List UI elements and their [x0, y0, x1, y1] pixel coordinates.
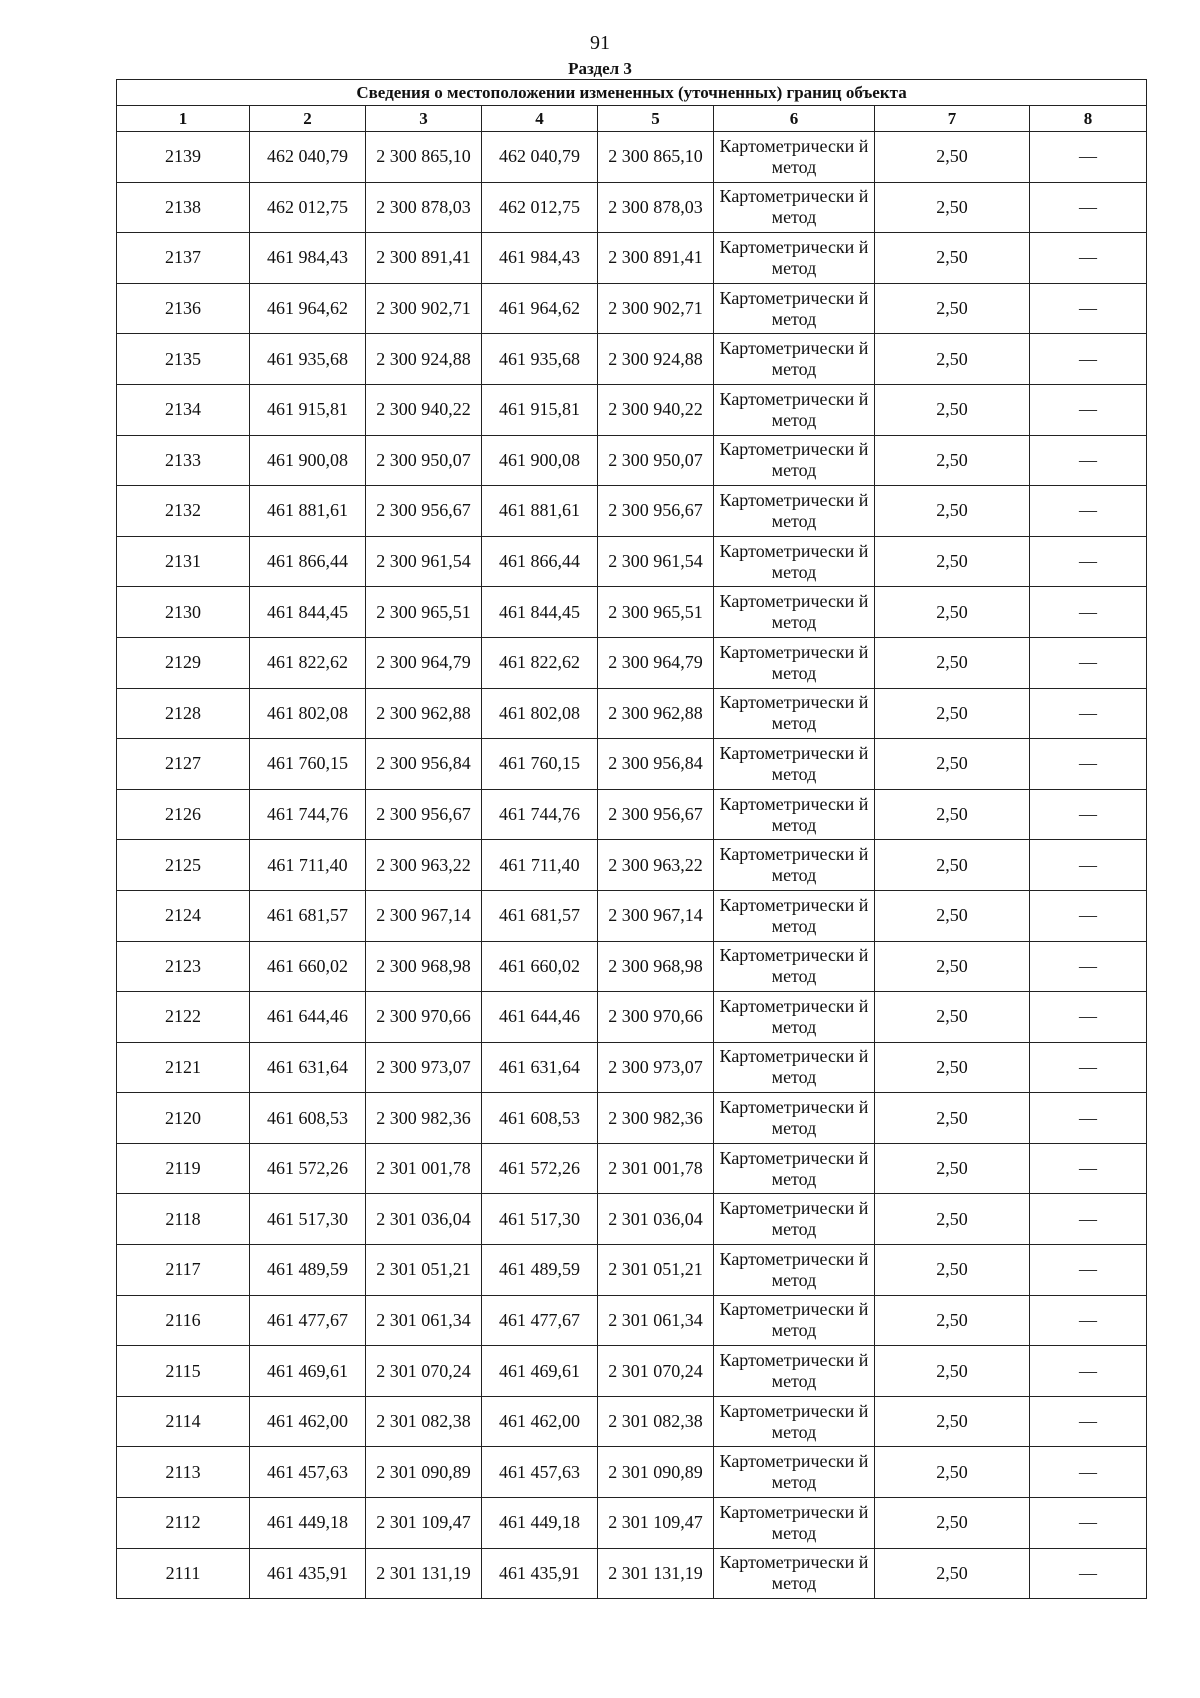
cell-description: —	[1030, 1447, 1147, 1498]
cell-precision: 2,50	[875, 435, 1030, 486]
cell-y-new: 2 300 924,88	[598, 334, 714, 385]
column-header-row	[117, 106, 1147, 132]
cell-method: Картометрически й метод	[714, 1447, 875, 1498]
cell-y-old: 2 300 878,03	[366, 182, 482, 233]
cell-method: Картометрически й метод	[714, 637, 875, 688]
cell-precision: 2,50	[875, 789, 1030, 840]
cell-point-number: 2119	[117, 1143, 250, 1194]
cell-description: —	[1030, 941, 1147, 992]
cell-x-new: 461 866,44	[482, 536, 598, 587]
cell-method: Картометрически й метод	[714, 1093, 875, 1144]
cell-y-new: 2 301 082,38	[598, 1396, 714, 1447]
cell-precision: 2,50	[875, 941, 1030, 992]
cell-x-old: 461 802,08	[250, 688, 366, 739]
cell-x-old: 461 660,02	[250, 941, 366, 992]
cell-point-number: 2134	[117, 384, 250, 435]
cell-point-number: 2118	[117, 1194, 250, 1245]
cell-x-new: 461 449,18	[482, 1498, 598, 1549]
cell-x-new: 461 572,26	[482, 1143, 598, 1194]
cell-description: —	[1030, 1346, 1147, 1397]
cell-point-number: 2116	[117, 1295, 250, 1346]
cell-point-number: 2126	[117, 789, 250, 840]
cell-x-old: 461 866,44	[250, 536, 366, 587]
cell-x-new: 461 631,64	[482, 1042, 598, 1093]
cell-point-number: 2120	[117, 1093, 250, 1144]
cell-y-old: 2 301 082,38	[366, 1396, 482, 1447]
cell-y-new: 2 300 963,22	[598, 840, 714, 891]
cell-point-number: 2125	[117, 840, 250, 891]
cell-y-new: 2 300 970,66	[598, 992, 714, 1043]
cell-precision: 2,50	[875, 587, 1030, 638]
table-row	[117, 1548, 1147, 1599]
table-row	[117, 435, 1147, 486]
cell-point-number: 2121	[117, 1042, 250, 1093]
cell-x-new: 461 760,15	[482, 739, 598, 790]
cell-y-old: 2 301 051,21	[366, 1245, 482, 1296]
cell-y-new: 2 300 950,07	[598, 435, 714, 486]
cell-y-new: 2 300 940,22	[598, 384, 714, 435]
cell-y-old: 2 301 131,19	[366, 1548, 482, 1599]
cell-x-old: 461 608,53	[250, 1093, 366, 1144]
cell-precision: 2,50	[875, 1245, 1030, 1296]
cell-x-old: 461 760,15	[250, 739, 366, 790]
cell-x-old: 461 517,30	[250, 1194, 366, 1245]
column-header: 7	[875, 106, 1030, 132]
cell-method: Картометрически й метод	[714, 283, 875, 334]
table-row	[117, 1447, 1147, 1498]
table-row	[117, 536, 1147, 587]
cell-precision: 2,50	[875, 1498, 1030, 1549]
cell-x-new: 461 935,68	[482, 334, 598, 385]
cell-x-old: 461 644,46	[250, 992, 366, 1043]
cell-method: Картометрически й метод	[714, 233, 875, 284]
cell-point-number: 2124	[117, 890, 250, 941]
cell-y-old: 2 300 956,84	[366, 739, 482, 790]
cell-y-old: 2 301 036,04	[366, 1194, 482, 1245]
cell-point-number: 2129	[117, 637, 250, 688]
cell-precision: 2,50	[875, 1093, 1030, 1144]
cell-x-old: 461 435,91	[250, 1548, 366, 1599]
cell-y-new: 2 301 001,78	[598, 1143, 714, 1194]
cell-precision: 2,50	[875, 1548, 1030, 1599]
cell-description: —	[1030, 840, 1147, 891]
table-row	[117, 1295, 1147, 1346]
cell-method: Картометрически й метод	[714, 739, 875, 790]
page-number: 91	[590, 32, 610, 54]
cell-x-old: 461 822,62	[250, 637, 366, 688]
cell-point-number: 2133	[117, 435, 250, 486]
cell-y-new: 2 301 061,34	[598, 1295, 714, 1346]
cell-description: —	[1030, 233, 1147, 284]
cell-description: —	[1030, 1295, 1147, 1346]
cell-precision: 2,50	[875, 1194, 1030, 1245]
cell-x-old: 461 881,61	[250, 486, 366, 537]
cell-x-new: 461 822,62	[482, 637, 598, 688]
cell-y-new: 2 300 964,79	[598, 637, 714, 688]
column-header: 1	[117, 106, 250, 132]
table-row	[117, 182, 1147, 233]
cell-x-new: 461 660,02	[482, 941, 598, 992]
cell-method: Картометрически й метод	[714, 1143, 875, 1194]
column-header: 3	[366, 106, 482, 132]
cell-method: Картометрически й метод	[714, 789, 875, 840]
cell-point-number: 2132	[117, 486, 250, 537]
cell-point-number: 2115	[117, 1346, 250, 1397]
cell-y-new: 2 300 968,98	[598, 941, 714, 992]
cell-x-old: 461 844,45	[250, 587, 366, 638]
cell-description: —	[1030, 1245, 1147, 1296]
table-row	[117, 587, 1147, 638]
cell-y-new: 2 300 878,03	[598, 182, 714, 233]
table-row	[117, 739, 1147, 790]
cell-y-old: 2 300 968,98	[366, 941, 482, 992]
cell-method: Картометрически й метод	[714, 840, 875, 891]
cell-x-old: 461 462,00	[250, 1396, 366, 1447]
table-title: Сведения о местоположении измененных (уточненных) границ объекта	[117, 80, 1147, 106]
cell-precision: 2,50	[875, 890, 1030, 941]
cell-precision: 2,50	[875, 536, 1030, 587]
cell-method: Картометрически й метод	[714, 1396, 875, 1447]
cell-point-number: 2131	[117, 536, 250, 587]
cell-y-old: 2 300 865,10	[366, 132, 482, 183]
boundary-table	[116, 79, 1147, 1599]
cell-precision: 2,50	[875, 283, 1030, 334]
cell-description: —	[1030, 435, 1147, 486]
cell-y-new: 2 301 109,47	[598, 1498, 714, 1549]
cell-x-new: 461 477,67	[482, 1295, 598, 1346]
cell-description: —	[1030, 1143, 1147, 1194]
cell-x-new: 461 900,08	[482, 435, 598, 486]
cell-y-new: 2 300 982,36	[598, 1093, 714, 1144]
cell-x-old: 461 489,59	[250, 1245, 366, 1296]
cell-description: —	[1030, 486, 1147, 537]
cell-y-new: 2 300 902,71	[598, 283, 714, 334]
cell-precision: 2,50	[875, 992, 1030, 1043]
cell-y-old: 2 301 109,47	[366, 1498, 482, 1549]
cell-description: —	[1030, 587, 1147, 638]
cell-y-new: 2 300 967,14	[598, 890, 714, 941]
cell-precision: 2,50	[875, 1143, 1030, 1194]
cell-y-old: 2 301 090,89	[366, 1447, 482, 1498]
cell-description: —	[1030, 132, 1147, 183]
cell-description: —	[1030, 1042, 1147, 1093]
cell-precision: 2,50	[875, 486, 1030, 537]
cell-x-new: 461 984,43	[482, 233, 598, 284]
cell-point-number: 2130	[117, 587, 250, 638]
cell-description: —	[1030, 334, 1147, 385]
cell-x-new: 461 964,62	[482, 283, 598, 334]
cell-method: Картометрически й метод	[714, 992, 875, 1043]
cell-y-old: 2 300 956,67	[366, 486, 482, 537]
cell-y-new: 2 300 956,84	[598, 739, 714, 790]
table-row	[117, 1143, 1147, 1194]
cell-y-old: 2 300 950,07	[366, 435, 482, 486]
cell-x-old: 461 449,18	[250, 1498, 366, 1549]
table-row	[117, 1498, 1147, 1549]
cell-x-old: 461 984,43	[250, 233, 366, 284]
cell-point-number: 2138	[117, 182, 250, 233]
cell-description: —	[1030, 739, 1147, 790]
cell-precision: 2,50	[875, 1346, 1030, 1397]
cell-y-old: 2 300 940,22	[366, 384, 482, 435]
column-header: 6	[714, 106, 875, 132]
table-row	[117, 283, 1147, 334]
cell-x-new: 461 744,76	[482, 789, 598, 840]
table-row	[117, 1346, 1147, 1397]
table-row	[117, 789, 1147, 840]
cell-point-number: 2136	[117, 283, 250, 334]
cell-point-number: 2135	[117, 334, 250, 385]
cell-y-new: 2 300 973,07	[598, 1042, 714, 1093]
cell-precision: 2,50	[875, 384, 1030, 435]
cell-method: Картометрически й метод	[714, 1042, 875, 1093]
column-header: 4	[482, 106, 598, 132]
cell-point-number: 2128	[117, 688, 250, 739]
cell-x-new: 461 435,91	[482, 1548, 598, 1599]
cell-method: Картометрически й метод	[714, 182, 875, 233]
cell-description: —	[1030, 1548, 1147, 1599]
cell-method: Картометрически й метод	[714, 334, 875, 385]
cell-x-old: 461 457,63	[250, 1447, 366, 1498]
table-row	[117, 1245, 1147, 1296]
cell-precision: 2,50	[875, 334, 1030, 385]
cell-x-new: 461 711,40	[482, 840, 598, 891]
table-row	[117, 1194, 1147, 1245]
cell-point-number: 2111	[117, 1548, 250, 1599]
cell-precision: 2,50	[875, 1396, 1030, 1447]
cell-y-new: 2 300 961,54	[598, 536, 714, 587]
table-row	[117, 688, 1147, 739]
column-header: 5	[598, 106, 714, 132]
table-row	[117, 334, 1147, 385]
table-row	[117, 637, 1147, 688]
table-row	[117, 941, 1147, 992]
cell-y-new: 2 301 070,24	[598, 1346, 714, 1397]
cell-precision: 2,50	[875, 1295, 1030, 1346]
cell-method: Картометрически й метод	[714, 890, 875, 941]
cell-description: —	[1030, 637, 1147, 688]
cell-x-old: 462 012,75	[250, 182, 366, 233]
cell-precision: 2,50	[875, 688, 1030, 739]
cell-x-new: 461 844,45	[482, 587, 598, 638]
cell-description: —	[1030, 384, 1147, 435]
cell-precision: 2,50	[875, 739, 1030, 790]
cell-point-number: 2117	[117, 1245, 250, 1296]
table-row	[117, 890, 1147, 941]
cell-description: —	[1030, 1194, 1147, 1245]
cell-precision: 2,50	[875, 132, 1030, 183]
cell-y-old: 2 300 956,67	[366, 789, 482, 840]
cell-x-new: 461 489,59	[482, 1245, 598, 1296]
cell-y-new: 2 300 965,51	[598, 587, 714, 638]
column-header: 2	[250, 106, 366, 132]
cell-y-new: 2 301 090,89	[598, 1447, 714, 1498]
cell-point-number: 2114	[117, 1396, 250, 1447]
cell-x-old: 461 469,61	[250, 1346, 366, 1397]
column-header: 8	[1030, 106, 1147, 132]
cell-description: —	[1030, 1093, 1147, 1144]
cell-precision: 2,50	[875, 637, 1030, 688]
cell-method: Картометрически й метод	[714, 384, 875, 435]
cell-method: Картометрически й метод	[714, 1346, 875, 1397]
cell-method: Картометрически й метод	[714, 941, 875, 992]
cell-y-old: 2 300 967,14	[366, 890, 482, 941]
cell-point-number: 2127	[117, 739, 250, 790]
cell-y-old: 2 300 924,88	[366, 334, 482, 385]
cell-x-new: 461 915,81	[482, 384, 598, 435]
cell-description: —	[1030, 992, 1147, 1043]
cell-method: Картометрически й метод	[714, 536, 875, 587]
cell-description: —	[1030, 283, 1147, 334]
cell-method: Картометрически й метод	[714, 435, 875, 486]
cell-point-number: 2113	[117, 1447, 250, 1498]
cell-precision: 2,50	[875, 182, 1030, 233]
cell-method: Картометрически й метод	[714, 1194, 875, 1245]
cell-y-old: 2 301 070,24	[366, 1346, 482, 1397]
cell-x-new: 461 681,57	[482, 890, 598, 941]
cell-y-new: 2 301 051,21	[598, 1245, 714, 1296]
cell-y-old: 2 300 982,36	[366, 1093, 482, 1144]
cell-description: —	[1030, 890, 1147, 941]
cell-y-old: 2 300 902,71	[366, 283, 482, 334]
cell-x-new: 462 040,79	[482, 132, 598, 183]
cell-x-old: 461 915,81	[250, 384, 366, 435]
cell-y-old: 2 300 970,66	[366, 992, 482, 1043]
cell-x-new: 461 469,61	[482, 1346, 598, 1397]
cell-x-new: 461 517,30	[482, 1194, 598, 1245]
cell-precision: 2,50	[875, 233, 1030, 284]
cell-x-new: 461 608,53	[482, 1093, 598, 1144]
cell-description: —	[1030, 1396, 1147, 1447]
cell-y-new: 2 300 962,88	[598, 688, 714, 739]
cell-y-old: 2 300 973,07	[366, 1042, 482, 1093]
cell-point-number: 2137	[117, 233, 250, 284]
cell-y-new: 2 301 036,04	[598, 1194, 714, 1245]
cell-method: Картометрически й метод	[714, 1548, 875, 1599]
table-row	[117, 1093, 1147, 1144]
cell-precision: 2,50	[875, 1447, 1030, 1498]
cell-y-old: 2 300 965,51	[366, 587, 482, 638]
cell-point-number: 2123	[117, 941, 250, 992]
cell-x-new: 461 457,63	[482, 1447, 598, 1498]
cell-y-old: 2 301 001,78	[366, 1143, 482, 1194]
cell-point-number: 2139	[117, 132, 250, 183]
table-row	[117, 1042, 1147, 1093]
table-body	[117, 132, 1147, 1599]
cell-x-old: 461 572,26	[250, 1143, 366, 1194]
cell-method: Картометрически й метод	[714, 1498, 875, 1549]
cell-x-old: 462 040,79	[250, 132, 366, 183]
cell-point-number: 2122	[117, 992, 250, 1043]
cell-y-new: 2 301 131,19	[598, 1548, 714, 1599]
cell-description: —	[1030, 688, 1147, 739]
cell-precision: 2,50	[875, 1042, 1030, 1093]
cell-y-new: 2 300 891,41	[598, 233, 714, 284]
cell-x-old: 461 935,68	[250, 334, 366, 385]
cell-y-new: 2 300 956,67	[598, 789, 714, 840]
section-title: Раздел 3	[568, 59, 632, 78]
cell-x-old: 461 681,57	[250, 890, 366, 941]
cell-x-old: 461 711,40	[250, 840, 366, 891]
cell-x-new: 461 462,00	[482, 1396, 598, 1447]
cell-y-old: 2 300 963,22	[366, 840, 482, 891]
table-row	[117, 384, 1147, 435]
cell-description: —	[1030, 1498, 1147, 1549]
cell-x-new: 462 012,75	[482, 182, 598, 233]
cell-x-new: 461 644,46	[482, 992, 598, 1043]
cell-x-new: 461 881,61	[482, 486, 598, 537]
cell-y-old: 2 300 961,54	[366, 536, 482, 587]
cell-y-old: 2 300 962,88	[366, 688, 482, 739]
cell-description: —	[1030, 182, 1147, 233]
cell-method: Картометрически й метод	[714, 1295, 875, 1346]
cell-x-old: 461 964,62	[250, 283, 366, 334]
cell-method: Картометрически й метод	[714, 486, 875, 537]
cell-y-old: 2 300 964,79	[366, 637, 482, 688]
table-row	[117, 486, 1147, 537]
cell-y-old: 2 301 061,34	[366, 1295, 482, 1346]
cell-y-old: 2 300 891,41	[366, 233, 482, 284]
table-row	[117, 132, 1147, 183]
cell-x-new: 461 802,08	[482, 688, 598, 739]
cell-y-new: 2 300 865,10	[598, 132, 714, 183]
cell-method: Картометрически й метод	[714, 1245, 875, 1296]
cell-method: Картометрически й метод	[714, 688, 875, 739]
cell-method: Картометрически й метод	[714, 132, 875, 183]
cell-y-new: 2 300 956,67	[598, 486, 714, 537]
table-row	[117, 1396, 1147, 1447]
cell-x-old: 461 744,76	[250, 789, 366, 840]
table-row	[117, 992, 1147, 1043]
cell-point-number: 2112	[117, 1498, 250, 1549]
cell-x-old: 461 631,64	[250, 1042, 366, 1093]
cell-method: Картометрически й метод	[714, 587, 875, 638]
cell-x-old: 461 900,08	[250, 435, 366, 486]
cell-x-old: 461 477,67	[250, 1295, 366, 1346]
table-row	[117, 233, 1147, 284]
cell-description: —	[1030, 789, 1147, 840]
table-row	[117, 840, 1147, 891]
cell-description: —	[1030, 536, 1147, 587]
cell-precision: 2,50	[875, 840, 1030, 891]
